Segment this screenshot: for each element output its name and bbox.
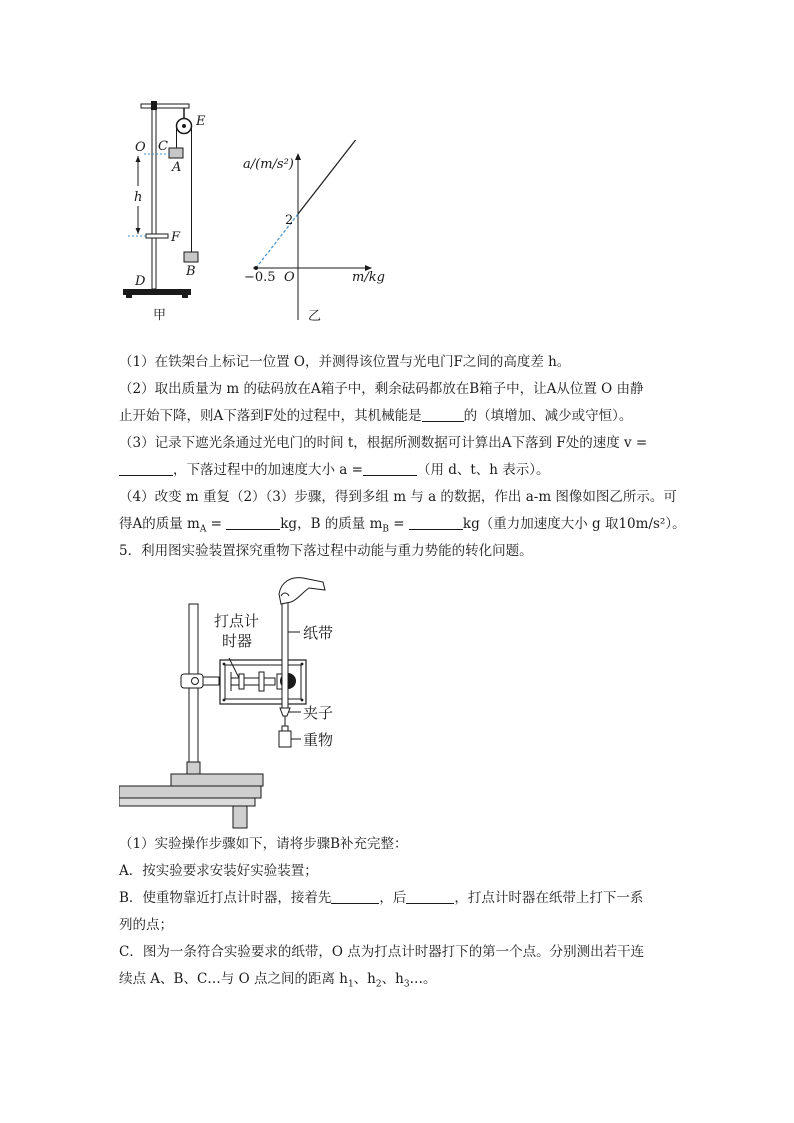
figure-a-m-chart xyxy=(238,140,398,325)
x-tick-label: −0.5 xyxy=(244,270,276,285)
stand-base xyxy=(171,774,263,786)
q5-step-c-line1: C．图为一条符合实验要求的纸带，O 点为打点计时器打下的第一个点。分别测出若干连 xyxy=(119,944,645,960)
answer-blank[interactable] xyxy=(363,460,417,476)
label-tape: 纸带 xyxy=(303,624,334,642)
answer-blank[interactable] xyxy=(409,514,463,530)
hand xyxy=(279,578,325,604)
label-a: A xyxy=(172,160,182,175)
label-b: B xyxy=(186,264,196,279)
q4-part3-line1: （3）记录下遮光条通过光电门的时间 t，根据所测数据可计算出A下落到 F处的速度 v = xyxy=(119,435,648,451)
question-5-title: 5．利用图实验装置探究重物下落过程中动能与重力势能的转化问题。 xyxy=(119,543,533,559)
q5-step-b-line2: 列的点； xyxy=(119,917,173,933)
caption-jia: 甲 xyxy=(153,308,167,323)
q4-part4-line1: （4）改变 m 重复（2）（3）步骤，得到多组 m 与 a 的数据，作出 a-m 图像如图乙所示。可 xyxy=(119,489,677,505)
paper-tape xyxy=(282,602,288,708)
label-f: F xyxy=(171,230,181,245)
figure-free-fall-apparatus xyxy=(119,574,359,830)
series-line-solid xyxy=(298,140,390,214)
x-axis-label: m/kg xyxy=(352,270,385,285)
weight xyxy=(279,731,291,747)
q4-part3-line2: ，下落过程中的加速度大小 a = （用 d、t、h 表示）。 xyxy=(119,457,679,484)
y-tick-label: 2 xyxy=(285,213,294,228)
q4-part1: （1）在铁架台上标记一位置 O，并测得该位置与光电门F之间的高度差 h。 xyxy=(119,354,571,370)
q5-step-c-line2: 续点 A、B、C…与 O 点之间的距离 $h_1$、$h_2$、$h_3\dots$。 xyxy=(119,971,437,990)
table-leg xyxy=(233,806,247,828)
q4-part2-line1: （2）取出质量为 m 的砝码放在A箱子中，剩余砝码都放在B箱子中，让A从位置 O 由静 xyxy=(119,381,644,397)
q4-part2-line2: 止开始下降，则A下落到F处的过程中，其机械能是 的（填增加、减少或守恒）。 xyxy=(119,408,633,424)
label-o: O xyxy=(135,140,146,155)
clip xyxy=(280,708,290,716)
question-4-parts xyxy=(119,349,686,565)
q4-part4-line2: 得A的质量 $m_A$ = kg，B 的质量 $m_B = kg$（重力加速度大小 g 取10m/s²）。 xyxy=(119,516,686,535)
box-a xyxy=(169,148,183,158)
box-b xyxy=(184,252,198,262)
answer-blank[interactable] xyxy=(119,460,173,476)
table-top xyxy=(119,786,261,798)
label-weight: 重物 xyxy=(303,731,334,749)
label-e: E xyxy=(196,114,206,129)
q5-step-b-line1: B．使重物靠近打点计时器，接着先 ，后 ，打点计时器在纸带上打下一系 xyxy=(119,890,644,906)
label-clip: 夹子 xyxy=(303,704,334,722)
label-timer-line2: 时器 xyxy=(222,632,253,650)
photogate-f xyxy=(146,234,168,238)
stand-rod xyxy=(152,104,156,289)
caption-yi: 乙 xyxy=(308,309,322,324)
label-c: C xyxy=(158,139,168,154)
origin-label: O xyxy=(284,270,295,285)
label-h: h xyxy=(134,190,143,205)
figure-apparatus xyxy=(118,98,228,328)
q5-part1: （1）实验操作步骤如下，请将步骤B补充完整： xyxy=(119,836,408,852)
y-axis-label: a/(m/s²) xyxy=(243,157,294,172)
q5-step-a: A．按实验要求安装好实验装置； xyxy=(119,863,318,879)
label-d: D xyxy=(135,274,146,289)
stand-base xyxy=(123,289,191,295)
question-5-parts xyxy=(119,831,679,993)
answer-blank[interactable] xyxy=(226,514,280,530)
answer-blank[interactable] xyxy=(406,888,454,904)
label-timer-line1: 打点计 xyxy=(214,612,260,630)
answer-blank[interactable] xyxy=(422,406,464,422)
answer-blank[interactable] xyxy=(331,888,379,904)
